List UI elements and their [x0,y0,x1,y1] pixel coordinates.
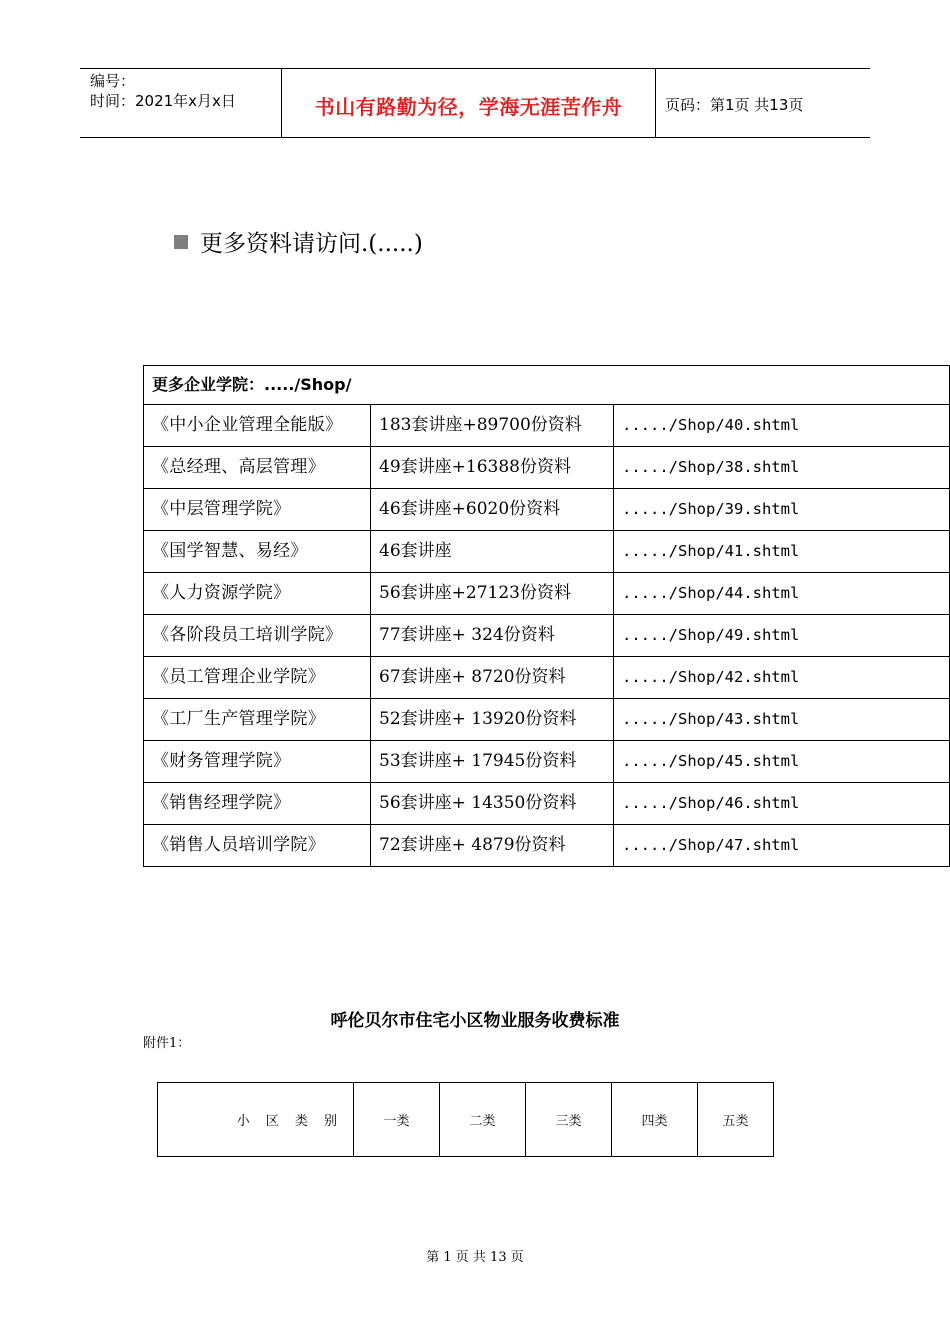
header-meta-cell [80,69,281,137]
course-content-cell: 46套讲座 [371,531,614,573]
course-name-cell: 《总经理、高层管理》 [144,447,371,489]
course-content-cell: 53套讲座+ 17945份资料 [371,741,614,783]
shop-table-title: 更多企业学院：...../Shop/ [144,366,950,405]
header-page-info: 页码：第1页 共13页 [665,96,804,114]
visit-more-text: 更多资料请访问.(.....) [200,231,423,257]
table-row [144,699,950,741]
course-url-link[interactable]: ...../Shop/39.shtml [614,489,950,531]
course-content-cell: 183套讲座+89700份资料 [371,405,614,447]
course-url-link[interactable]: ...../Shop/46.shtml [614,783,950,825]
shop-links-table [143,365,950,867]
course-name-cell: 《中小企业管理全能版》 [144,405,371,447]
course-url-link[interactable]: ...../Shop/42.shtml [614,657,950,699]
category-column-header: 一类 [354,1083,440,1157]
category-column-header: 三类 [526,1083,612,1157]
table-row [144,825,950,867]
course-name-cell: 《员工管理企业学院》 [144,657,371,699]
course-url-link[interactable]: ...../Shop/49.shtml [614,615,950,657]
course-name-cell: 《人力资源学院》 [144,573,371,615]
square-bullet-icon [174,235,188,249]
course-content-cell: 67套讲座+ 8720份资料 [371,657,614,699]
course-url-link[interactable]: ...../Shop/40.shtml [614,405,950,447]
fee-header-row [158,1083,774,1157]
course-url-link[interactable]: ...../Shop/45.shtml [614,741,950,783]
category-column-header: 五类 [698,1083,774,1157]
attachment-label: 附件1： [143,1036,191,1051]
course-url-link[interactable]: ...../Shop/41.shtml [614,531,950,573]
course-content-cell: 72套讲座+ 4879份资料 [371,825,614,867]
course-content-cell: 56套讲座+27123份资料 [371,573,614,615]
header-motto: 书山有路勤为径，学海无涯苦作舟 [314,95,623,119]
course-content-cell: 49套讲座+16388份资料 [371,447,614,489]
table-row [144,405,950,447]
table-row [144,741,950,783]
category-label-cell: 小 区 类 别 [158,1083,354,1157]
table-row [144,447,950,489]
course-content-cell: 52套讲座+ 13920份资料 [371,699,614,741]
header-page-cell [655,69,870,137]
document-time-label: 时间：2021年x月x日 [90,92,236,110]
table-row [144,615,950,657]
course-url-link[interactable]: ...../Shop/44.shtml [614,573,950,615]
visit-more-line[interactable] [174,230,423,258]
course-content-cell: 56套讲座+ 14350份资料 [371,783,614,825]
course-name-cell: 《中层管理学院》 [144,489,371,531]
course-url-link[interactable]: ...../Shop/47.shtml [614,825,950,867]
course-content-cell: 77套讲座+ 324份资料 [371,615,614,657]
fee-category-table [157,1082,774,1157]
category-column-header: 二类 [440,1083,526,1157]
category-column-header: 四类 [612,1083,698,1157]
course-url-link[interactable]: ...../Shop/38.shtml [614,447,950,489]
page-footer: 第 1 页 共 13 页 [426,1250,524,1265]
course-name-cell: 《工厂生产管理学院》 [144,699,371,741]
course-name-cell: 《销售人员培训学院》 [144,825,371,867]
course-url-link[interactable]: ...../Shop/43.shtml [614,699,950,741]
table-row [144,657,950,699]
document-title: 呼伦贝尔市住宅小区物业服务收费标准 [330,1011,620,1031]
course-name-cell: 《各阶段员工培训学院》 [144,615,371,657]
course-name-cell: 《国学智慧、易经》 [144,531,371,573]
course-name-cell: 《销售经理学院》 [144,783,371,825]
shop-table-title-row [144,366,950,405]
course-name-cell: 《财务管理学院》 [144,741,371,783]
table-row [144,489,950,531]
course-content-cell: 46套讲座+6020份资料 [371,489,614,531]
table-row [144,783,950,825]
page-header [80,68,870,138]
document-number-label: 编号： [90,72,136,90]
header-motto-cell [281,69,656,137]
table-row [144,573,950,615]
table-row [144,531,950,573]
